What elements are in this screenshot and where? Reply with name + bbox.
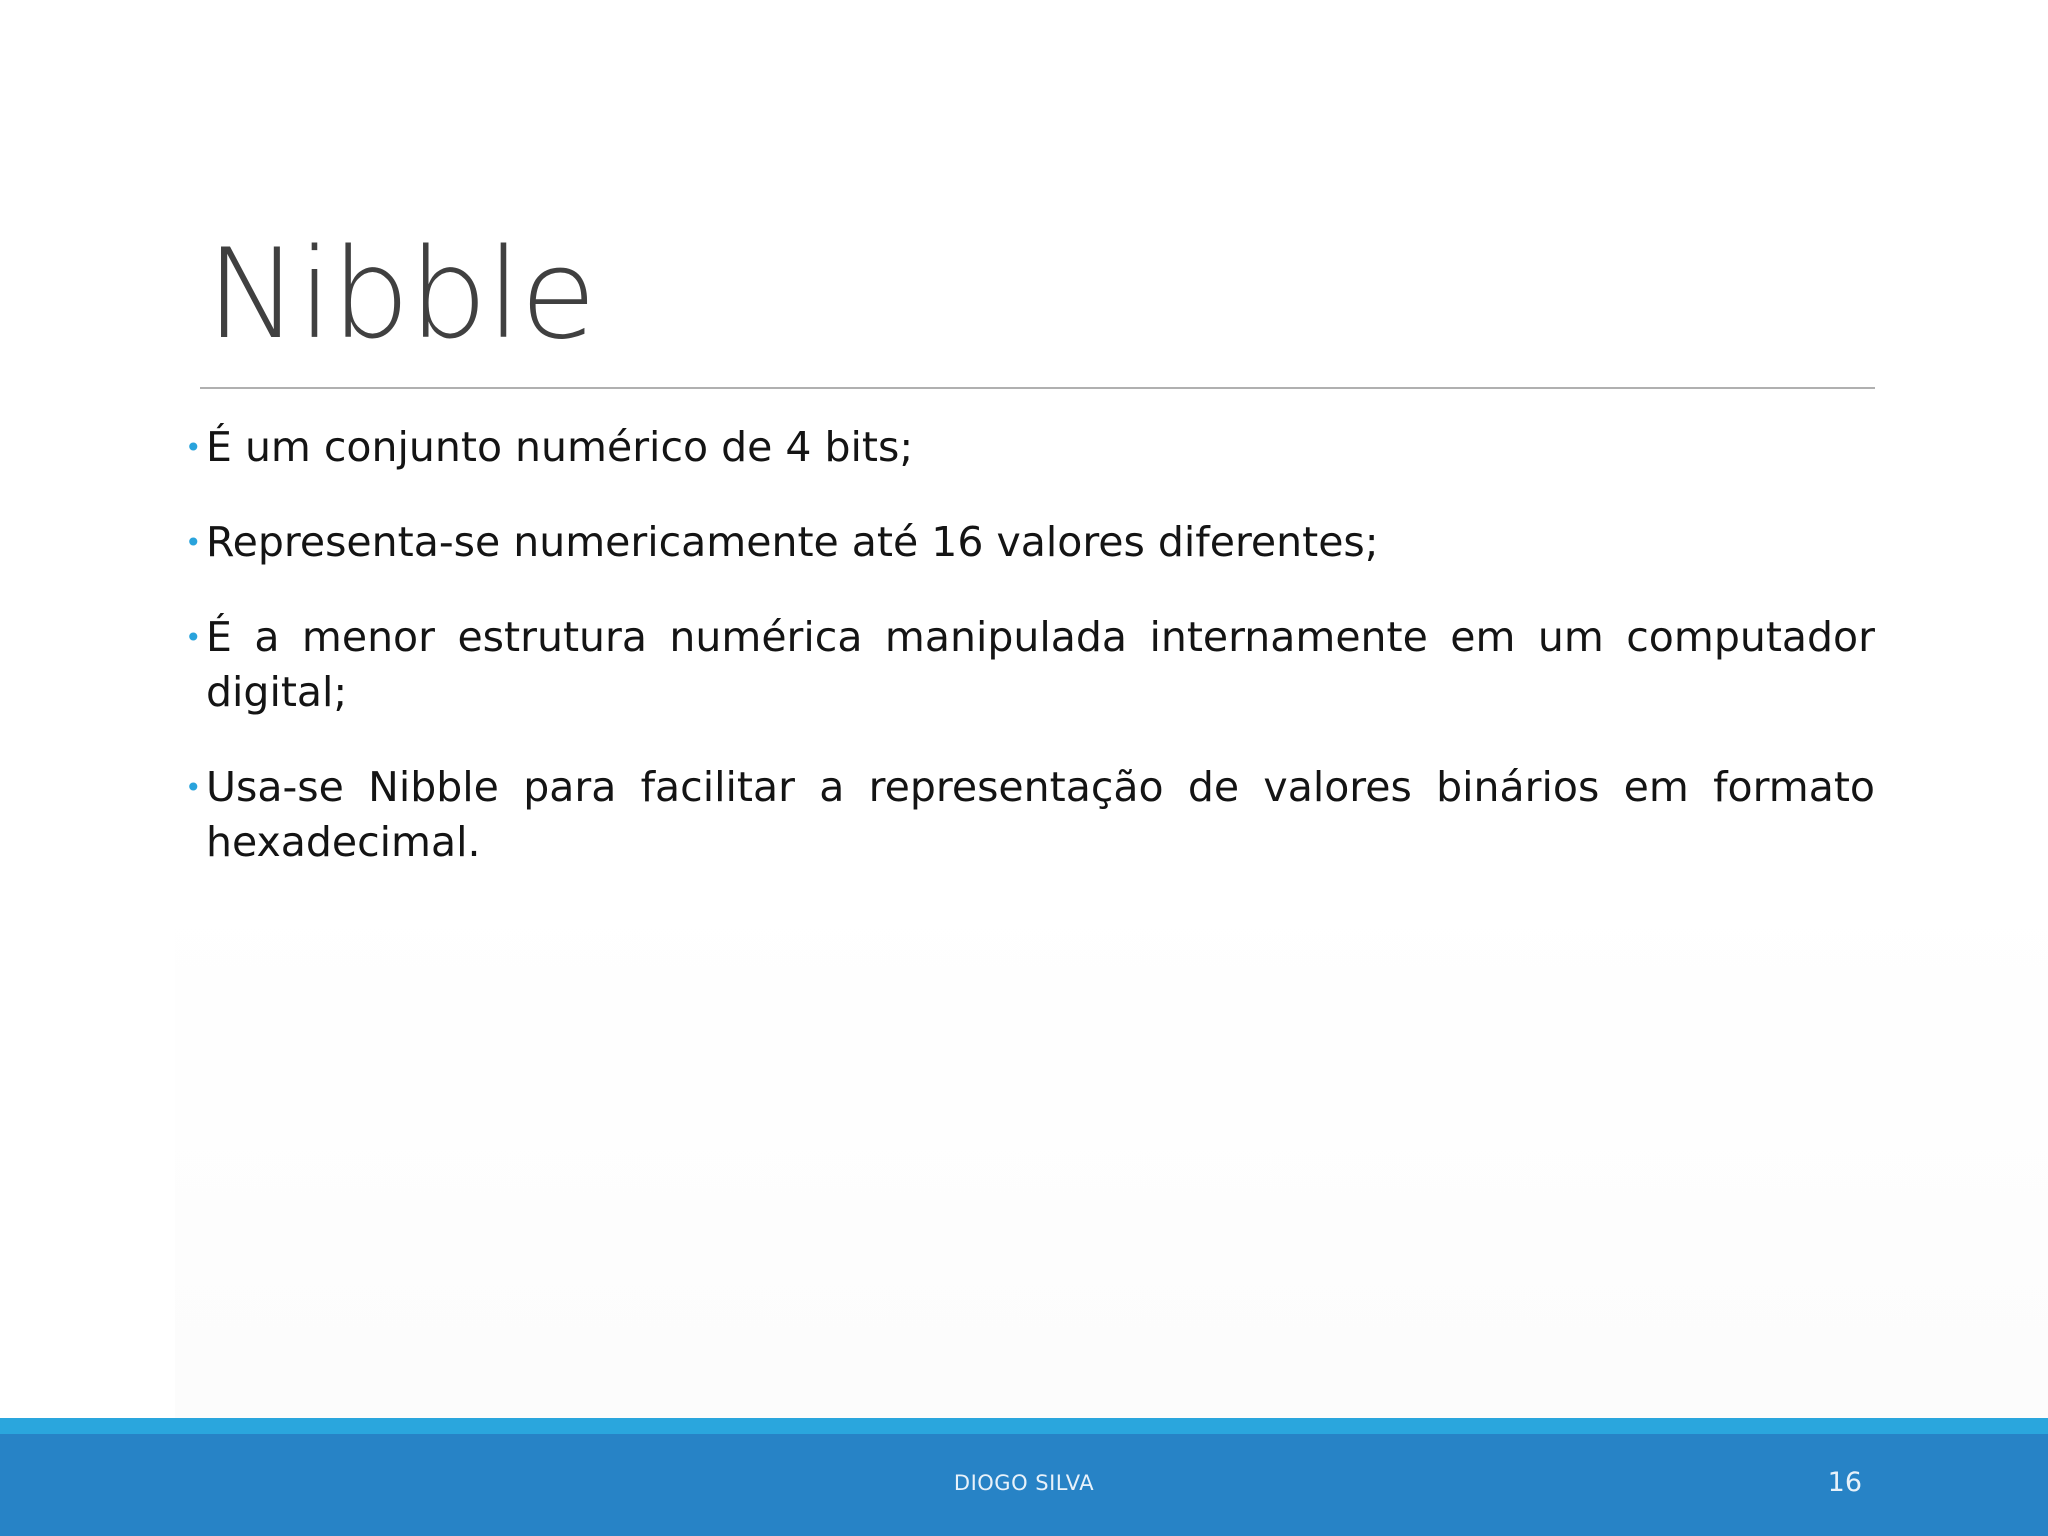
bullet-item: [185, 760, 1875, 870]
bullet-marker-icon: •: [185, 771, 202, 804]
bullet-marker-icon: •: [185, 431, 202, 464]
title-divider: [200, 387, 1875, 389]
bullet-text: É a menor estrutura numérica manipulada internamente em um computador digital;: [206, 613, 1875, 716]
bullet-text: É um conjunto numérico de 4 bits;: [206, 423, 914, 471]
footer-author: DIOGO SILVA: [953, 1471, 1095, 1495]
bullet-marker-icon: •: [185, 526, 202, 559]
content-background: [175, 880, 2048, 1418]
bullet-item: [185, 515, 1875, 570]
bullet-marker-icon: •: [185, 621, 202, 654]
slide-title: Nibble: [206, 223, 596, 367]
page-number: 16: [1827, 1467, 1862, 1498]
bullet-list: [185, 420, 1875, 910]
bullet-item: [185, 420, 1875, 475]
footer-bar: [0, 1434, 2048, 1536]
bullet-text: Representa-se numericamente até 16 valores diferentes;: [206, 518, 1379, 566]
bullet-text: Usa-se Nibble para facilitar a representação de valores binários em formato hexadecimal.: [206, 763, 1875, 866]
footer-accent-strip: [0, 1418, 2048, 1434]
bullet-item: [185, 610, 1875, 720]
